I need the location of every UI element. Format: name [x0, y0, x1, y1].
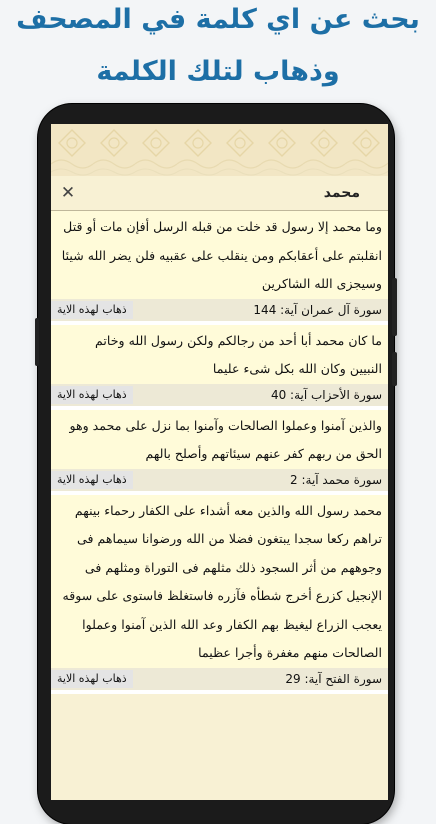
ayah-text: ما كان محمد أبا أحد من رجالكم ولكن رسول الله وخاتم النبيين وكان الله بكل شىء عليما: [94, 332, 382, 376]
search-bar: [51, 176, 388, 210]
ayah-text: وما محمد إلا رسول قد خلت من قبله الرسل أفإن مات أو قتل انقلبتم على أعقابكم ومن ينقلب على عقبيه فلن يضر الله شيئا وسيجزى الله الشاكرين: [61, 219, 382, 291]
result-footer: [51, 384, 388, 406]
surah-reference: سورة الفتح آية: 29: [285, 671, 382, 686]
ayah-text: محمد رسول الله والذين معه أشداء على الكفار رحماء بينهم تراهم ركعا سجدا يبتغون فضلا من الله ورضوانا سيماهم فى وجوههم من أثر السجود ذلك مثلهم فى التوراة ومثلهم فى الإنجيل كزرع أخرج شطأه فآزره فاستغلظ فاستوى على سوقه يعجب الزراع ليغيظ بهم الكفار وعد الله الذين آمنوا وعملوا الصالحات منهم مغفرة وأجرا عظيما: [62, 502, 382, 660]
surah-reference: سورة محمد آية: 2: [290, 472, 382, 487]
result-item: [51, 495, 388, 694]
ayah-text: والذين آمنوا وعملوا الصالحات وآمنوا بما نزل على محمد وهو الحق من ربهم كفر عنهم سيئاتهم وأصلح بالهم: [69, 417, 382, 461]
search-query[interactable]: محمد: [323, 185, 360, 201]
promo-title-line1: بحث عن اي كلمة في المصحف: [16, 4, 420, 35]
app-screen: [51, 124, 388, 800]
result-item: [51, 211, 388, 325]
go-to-ayah-button[interactable]: ذهاب لهذه الاية: [51, 386, 133, 404]
close-icon[interactable]: ✕: [60, 183, 76, 203]
go-to-ayah-button[interactable]: ذهاب لهذه الاية: [51, 471, 133, 489]
go-to-ayah-button[interactable]: ذهاب لهذه الاية: [51, 670, 133, 688]
volume-button: [392, 278, 397, 336]
results-list: [51, 210, 388, 694]
result-footer: [51, 668, 388, 690]
go-to-ayah-button[interactable]: ذهاب لهذه الاية: [51, 301, 133, 319]
result-footer: [51, 469, 388, 491]
result-footer: [51, 299, 388, 321]
promo-title-line2: وذهاب لتلك الكلمة: [96, 56, 340, 87]
result-item: [51, 410, 388, 495]
surah-reference: سورة الأحزاب آية: 40: [270, 387, 382, 402]
surah-reference: سورة آل عمران آية: 144: [253, 302, 382, 317]
side-button: [35, 318, 39, 366]
ornament-header: [51, 124, 388, 176]
power-button: [392, 352, 397, 386]
result-item: [51, 325, 388, 410]
